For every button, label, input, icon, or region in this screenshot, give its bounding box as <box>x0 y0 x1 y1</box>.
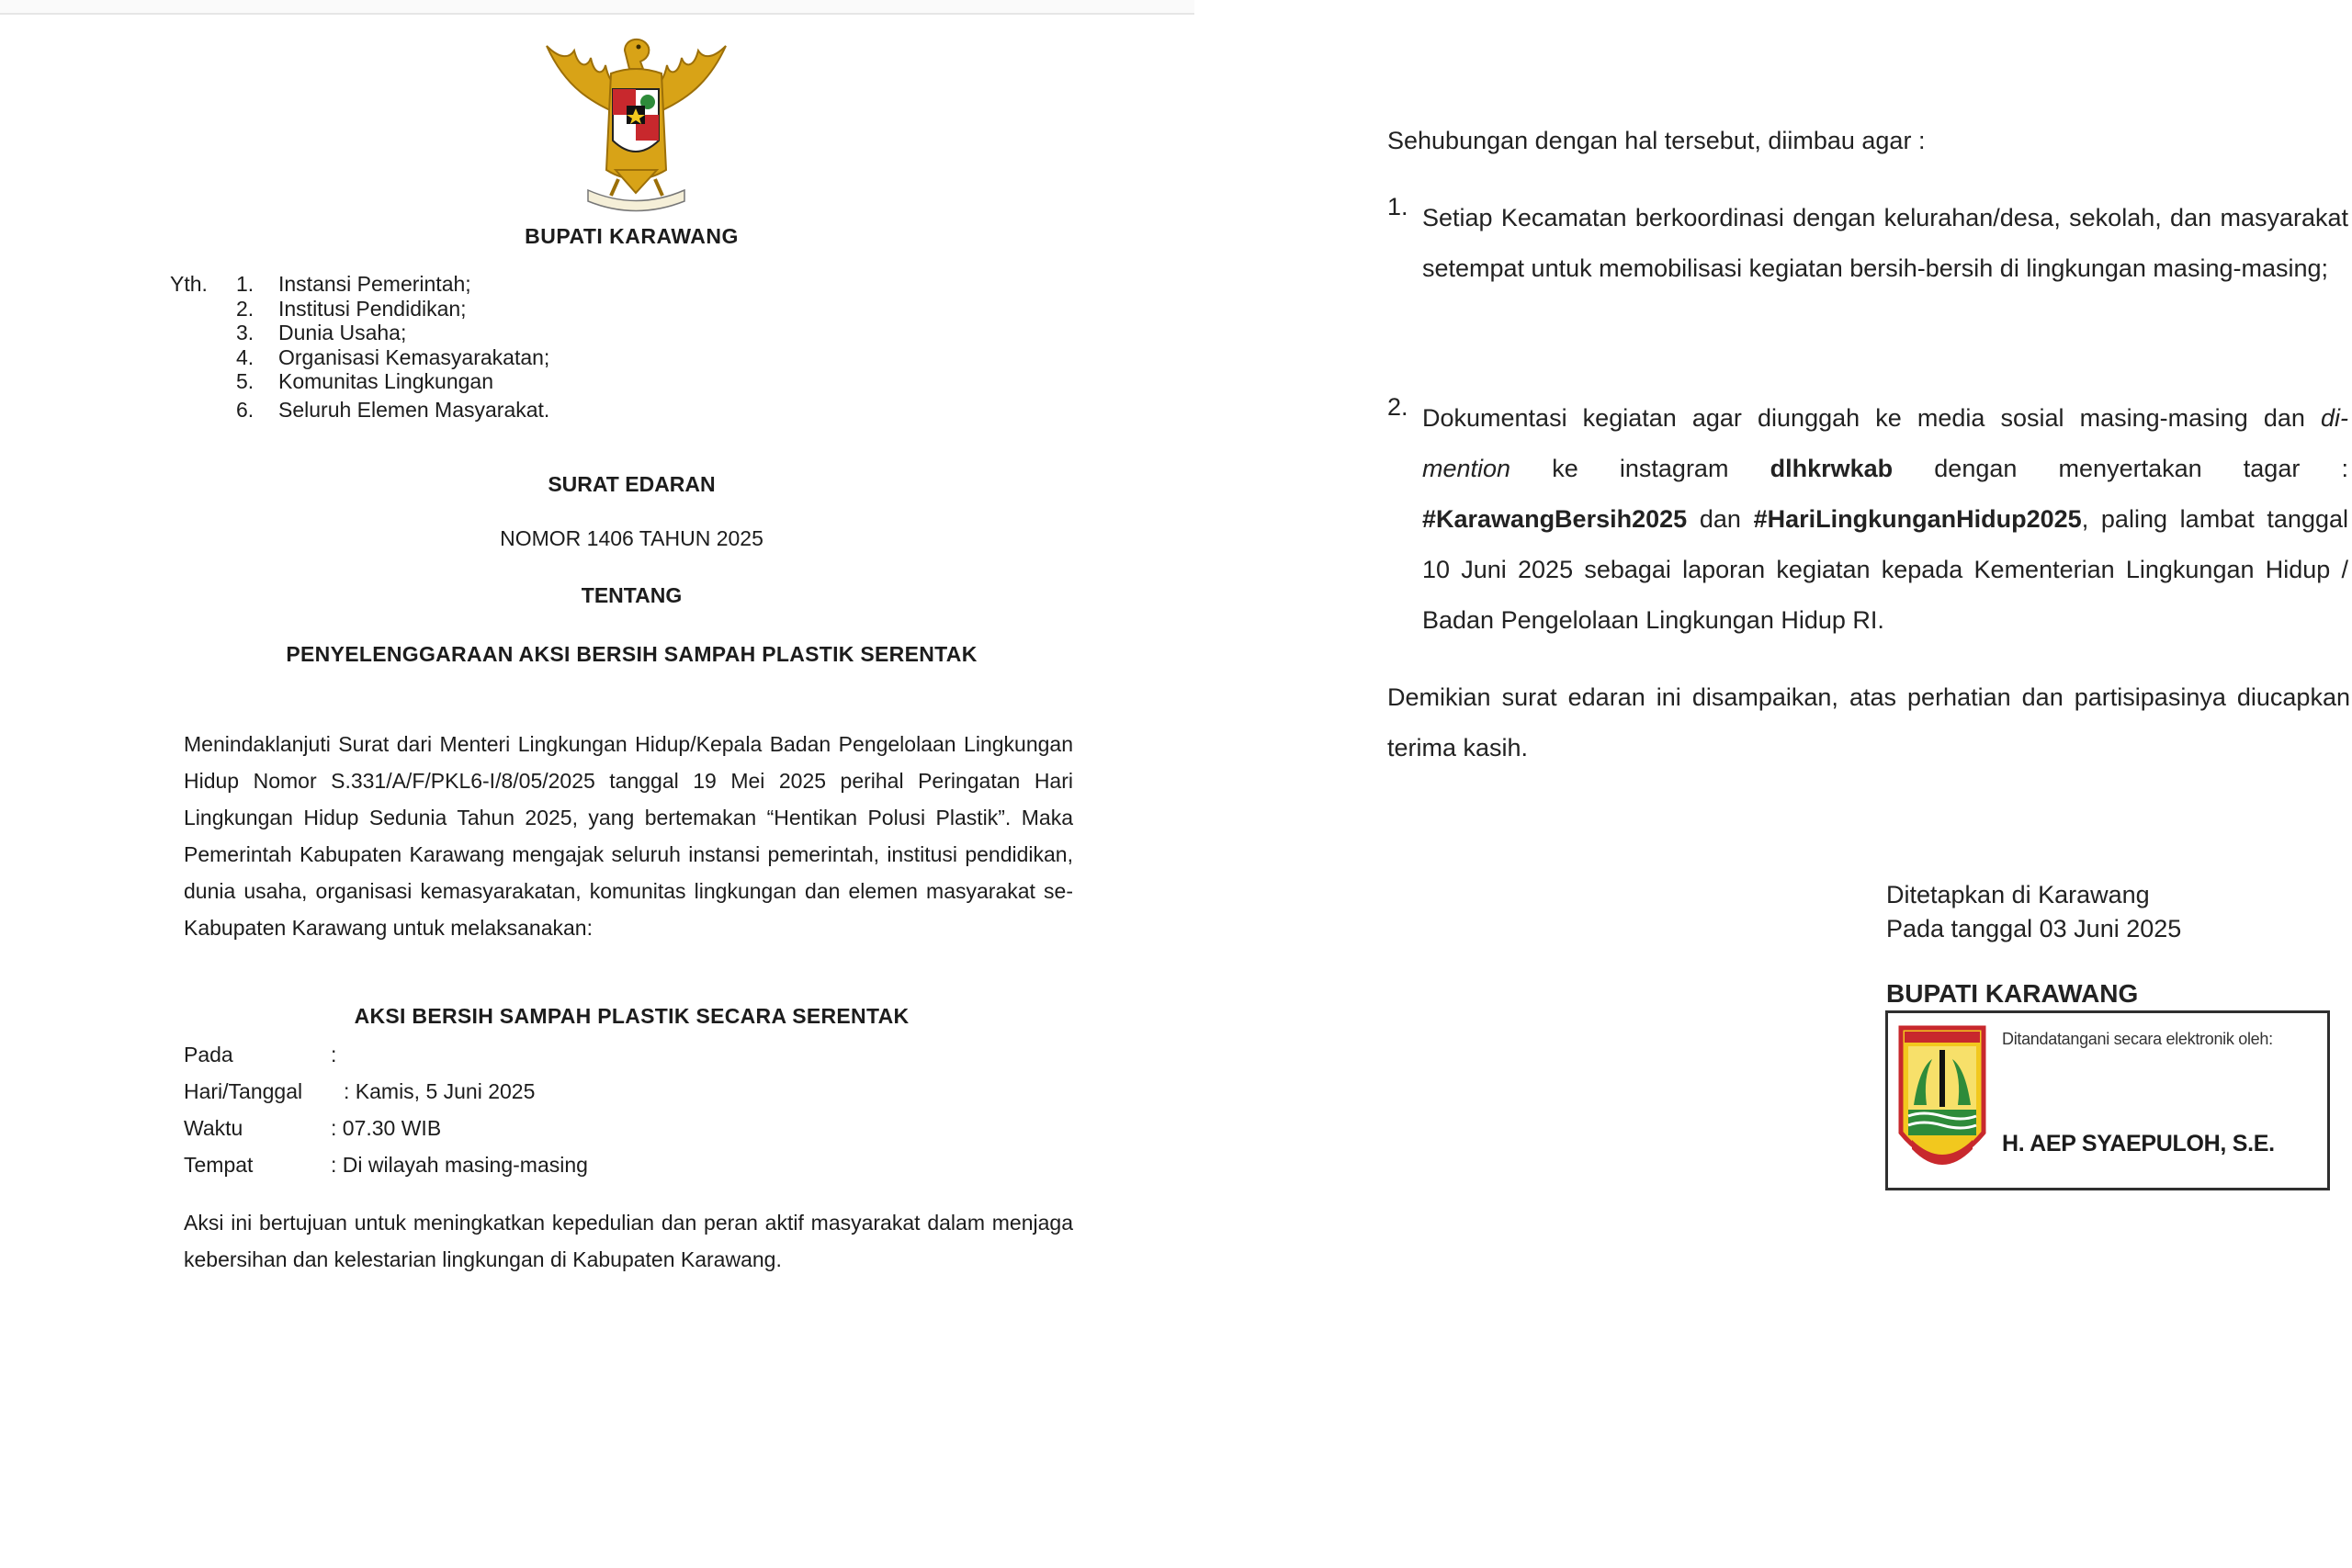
karawang-regency-logo-icon <box>1895 1022 1989 1180</box>
letter-page-1: BUPATI KARAWANG Yth. 1. Instansi Pemerintah; 2. Institusi Pendidikan; 3. Dunia Usaha; 4. Organisasi Kemasyarakatan; 5. Komunitas Lingkungan 6. Seluruh Elemen Masyarakat. SURAT EDARAN NOMOR 1406 TAHUN 2025 TENTANG PENYELENGGARAAN AKSI BERSIH SAMPAH PLASTIK SERENTAK Menindaklanjuti Surat dari Menteri Lingkungan Hidup/Kepala Badan Pengelolaan Lingkungan Hidup Nomor S.331/A/F/PKL6-I/8/05/2025 tanggal 19 Mei 2025 perihal Peringatan Hari Lingkungan Hidup Sedunia Tahun 2025, yang bertemakan “Hentikan Polusi Plastik”. Maka Pemerintah Kabupaten Karawang mengajak seluruh instansi pemerintah, institusi pendidikan, dunia usaha, organisasi kemasyarakatan, komunitas lingkungan dan elemen masyarakat se-Kabupaten Karawang untuk melaksanakan: AKSI BERSIH SAMPAH PLASTIK SECARA SERENTAK Pada : Hari/Tanggal : Kamis, 5 Juni 2025 Waktu : 07.30 WIB Tempat : Di wilayah masing-masing Aksi ini bertujuan untuk meningkatkan kepedulian dan peran aktif masyarakat dalam menjaga kebersihan dan kelestarian lingkungan di Kabupaten Karawang. <box>0 0 1194 1568</box>
appeal-intro: Sehubungan dengan hal tersebut, diimbau agar : <box>1387 127 1926 154</box>
list-item: 2. Institusi Pendidikan; <box>236 296 467 321</box>
issuance-info <box>1886 878 2181 946</box>
issuance-date: Pada tanggal 03 Juni 2025 <box>1886 915 2182 942</box>
esign-caption: Ditandatangani secara elektronik oleh: <box>2002 1030 2273 1048</box>
list-item: 1. Instansi Pemerintah; <box>236 272 471 296</box>
action-title: AKSI BERSIH SAMPAH PLASTIK SECARA SERENTAK <box>354 1004 910 1028</box>
electronic-signature-box <box>1885 1010 2330 1190</box>
mention-text: di-mention <box>1422 404 2348 482</box>
letter-subject: PENYELENGGARAAN AKSI BERSIH SAMPAH PLASTIK SERENTAK <box>286 642 978 666</box>
intro-paragraph: Menindaklanjuti Surat dari Menteri Lingkungan Hidup/Kepala Badan Pengelolaan Lingkungan Hidup Nomor S.331/A/F/PKL6-I/8/05/2025 tanggal 19 Mei 2025 perihal Peringatan Hari Lingkungan Hidup Sedunia Tahun 2025, yang bertemakan “Hentikan Polusi Plastik”. Maka Pemerintah Kabupaten Karawang mengajak seluruh instansi pemerintah, institusi pendidikan, dunia usaha, organisasi kemasyarakatan, komunitas lingkungan dan elemen masyarakat se-Kabupaten Karawang untuk melaksanakan: <box>184 732 1073 940</box>
list-item: 3. Dunia Usaha; <box>236 321 407 344</box>
list-item: 5. Komunitas Lingkungan <box>236 369 493 393</box>
garuda-emblem-icon <box>537 32 735 216</box>
letter-page-2 <box>1194 0 2352 1568</box>
list-item: 6. Seluruh Elemen Masyarakat. <box>236 397 550 422</box>
closing-paragraph: Aksi ini bertujuan untuk meningkatkan kepedulian dan peran aktif masyarakat dalam menjaga kebersihan dan kelestarian lingkungan di Kabupaten Karawang. <box>184 1211 1073 1271</box>
item-number: 2. <box>1387 393 1408 421</box>
list-item <box>1387 393 2348 646</box>
list-item <box>1387 193 2348 294</box>
hashtag-karawang-bersih: #KarawangBersih2025 <box>1422 505 1688 533</box>
recipient-label: Yth. <box>170 272 208 296</box>
signatory-name: H. AEP SYAEPULOH, S.E. <box>2002 1131 2275 1156</box>
instagram-account: dlhkrwkab <box>1770 455 1894 482</box>
issuer-heading: BUPATI KARAWANG <box>525 224 739 248</box>
closing-remark: Demikian surat edaran ini disampaikan, atas perhatian dan partisipasinya diucapkan terima kasih. <box>1387 683 2350 761</box>
item-text: Dokumentasi kegiatan agar diunggah ke media sosial masing-masing dan di-mention ke instagram dlhkrwkab dengan menyertakan tagar : #KarawangBersih2025 dan #HariLingkunganHidup2025, paling lambat tanggal 10 Juni 2025 sebagai laporan kegiatan kepada Kementerian Lingkungan Hidup / Badan Pengelolaan Lingkungan Hidup RI. <box>1422 404 2348 634</box>
hashtag-hari-lingkungan-hidup: #HariLingkunganHidup2025 <box>1753 505 2082 533</box>
item-number: 1. <box>1387 193 1408 220</box>
about-label: TENTANG <box>581 583 683 607</box>
issuance-place: Ditetapkan di Karawang <box>1886 881 2150 908</box>
letter-number: NOMOR 1406 TAHUN 2025 <box>500 526 763 550</box>
item-text: Setiap Kecamatan berkoordinasi dengan kelurahan/desa, sekolah, dan masyarakat setempat untuk memobilisasi kegiatan bersih-bersih di lingkungan masing-masing; <box>1422 204 2348 282</box>
letter-type: SURAT EDARAN <box>548 472 716 496</box>
signatory-title: BUPATI KARAWANG <box>1886 979 2139 1008</box>
list-item: 4. Organisasi Kemasyarakatan; <box>236 344 550 369</box>
